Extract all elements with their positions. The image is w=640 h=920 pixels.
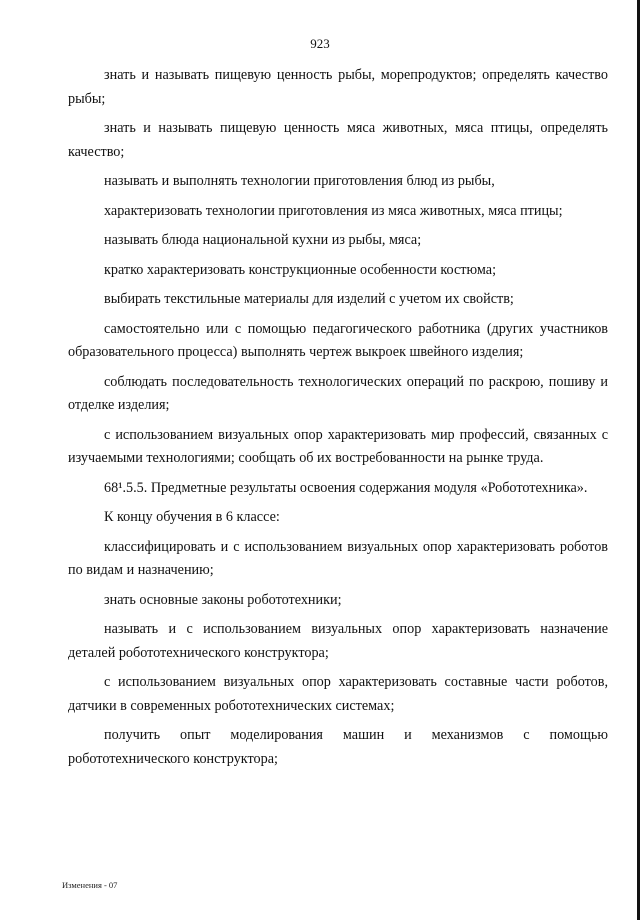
paragraph: самостоятельно или с помощью педагогического работника (других участников образовательного процесса) выполнять чертеж выкроек швейного изделия; — [68, 320, 608, 360]
paragraph: знать и называть пищевую ценность рыбы, морепродуктов; определять качество рыбы; — [68, 67, 608, 107]
section-heading: 68¹.5.5. Предметные результаты освоения содержания модуля «Робототехника». — [104, 479, 588, 496]
paragraph: кратко характеризовать конструкционные особенности костюма; — [104, 261, 497, 278]
paragraph: получить опыт моделирования машин и механизмов с помощью робототехнического конструктора; — [68, 727, 608, 767]
paragraph: выбирать текстильные материалы для изделий с учетом их свойств; — [104, 291, 514, 307]
paragraph: К концу обучения в 6 классе: — [104, 509, 280, 525]
page-number: 923 — [310, 36, 330, 51]
paragraph: соблюдать последовательность технологических операций по раскрою, пошиву и отделке изделия; — [68, 373, 608, 413]
paragraph: с использованием визуальных опор характеризовать мир профессий, связанных с изучаемыми технологиями; сообщать об их востребованности на рынке труда. — [68, 426, 608, 466]
paragraph: знать основные законы робототехники; — [104, 591, 342, 608]
document-body — [68, 64, 608, 777]
paragraph: классифицировать и с использованием визуальных опор характеризовать роботов по видам и назначению; — [68, 538, 608, 578]
paragraph: знать и называть пищевую ценность мяса животных, мяса птицы, определять качество; — [68, 120, 608, 160]
paragraph: с использованием визуальных опор характеризовать составные части роботов, датчики в современных робототехнических системах; — [68, 674, 608, 714]
paragraph: характеризовать технологии приготовления из мяса животных, мяса птицы; — [104, 202, 563, 219]
footer-note: Изменения - 07 — [62, 880, 118, 890]
paragraph: называть блюда национальной кухни из рыбы, мяса; — [104, 232, 422, 248]
paragraph: называть и выполнять технологии приготовления блюд из рыбы, — [104, 173, 495, 189]
paragraph: называть и с использованием визуальных опор характеризовать назначение деталей робототехнического конструктора; — [68, 621, 608, 661]
